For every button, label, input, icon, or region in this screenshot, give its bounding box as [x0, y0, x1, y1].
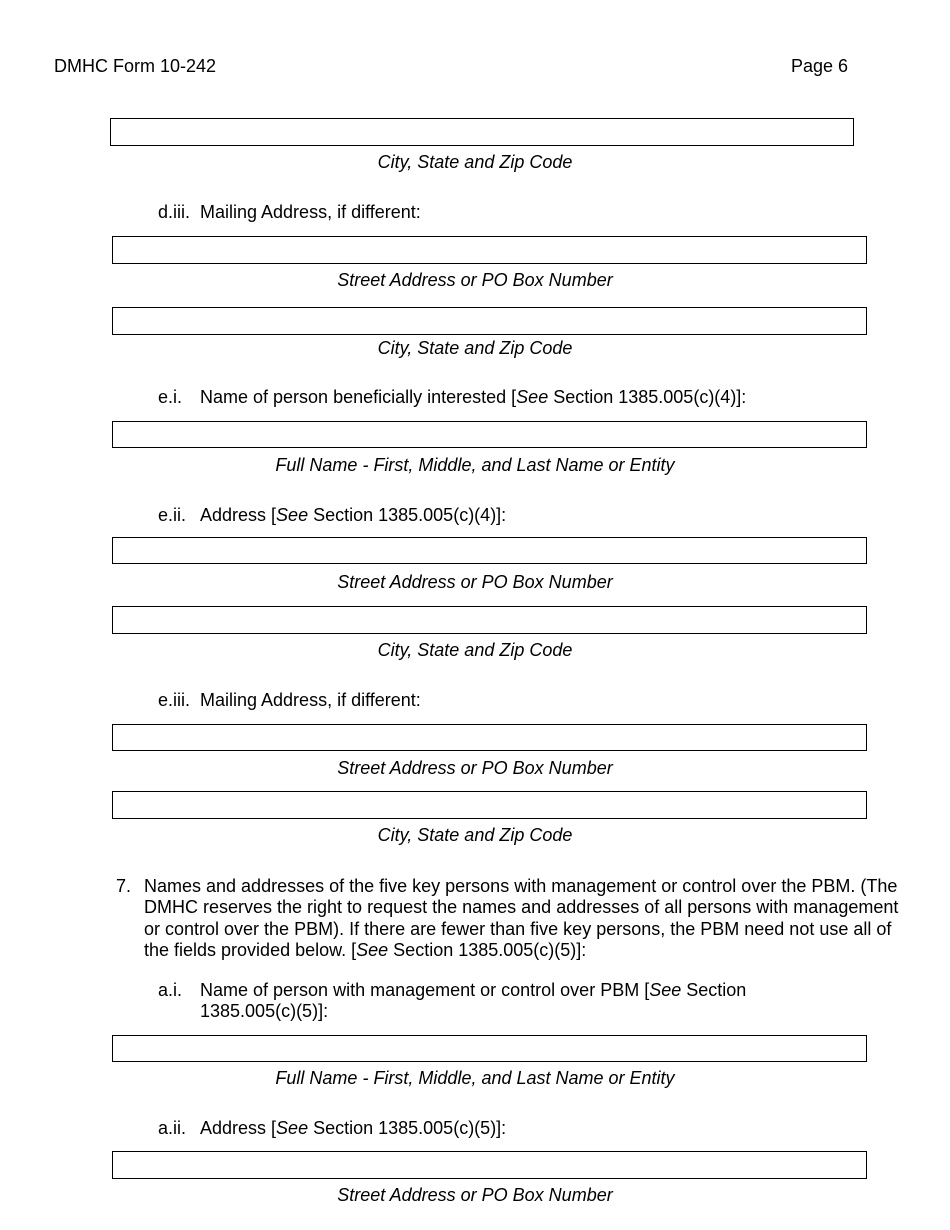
item-number-e-iii: e.iii.	[158, 690, 191, 710]
caption-full-name: Full Name - First, Middle, and Last Name or Entity	[275, 455, 675, 475]
caption-street-po: Street Address or PO Box Number	[337, 1185, 613, 1205]
question-7-text: Names and addresses of the five key persons with management or control over the PBM. (The DMHC reserves the right to request the names and addresses of all persons with management or control over the PBM). If there are fewer than five key persons, the PBM need not use all of the fields provided below. [See Section 1385.005(c)(5)]:	[144, 876, 899, 960]
item-label-d-iii: Mailing Address, if different:	[200, 202, 421, 222]
e-i-full-name-field[interactable]	[112, 421, 867, 448]
question-number-7: 7.	[116, 876, 132, 896]
a-ii-street-field[interactable]	[112, 1151, 867, 1179]
d-iii-city-state-zip-field[interactable]	[112, 307, 867, 335]
item-number-e-ii: e.ii.	[158, 505, 187, 525]
item-label-e-i: Name of person beneficially interested [See Section 1385.005(c)(4)]:	[200, 387, 747, 407]
item-label-e-ii: Address [See Section 1385.005(c)(4)]:	[200, 505, 507, 525]
caption-street-po: Street Address or PO Box Number	[337, 270, 613, 290]
item-label-a-ii: Address [See Section 1385.005(c)(5)]:	[200, 1118, 507, 1138]
caption-street-po: Street Address or PO Box Number	[337, 572, 613, 592]
item-number-a-ii: a.ii.	[158, 1118, 187, 1138]
e-ii-street-field[interactable]	[112, 537, 867, 564]
e-ii-city-state-zip-field[interactable]	[112, 606, 867, 634]
caption-city-state-zip: City, State and Zip Code	[377, 825, 573, 845]
caption-city-state-zip: City, State and Zip Code	[377, 640, 573, 660]
item-number-d-iii: d.iii.	[158, 202, 191, 222]
caption-city-state-zip: City, State and Zip Code	[377, 338, 573, 358]
page-number: Page 6	[791, 56, 849, 76]
form-id: DMHC Form 10-242	[54, 56, 217, 76]
e-iii-street-field[interactable]	[112, 724, 867, 751]
caption-city-state-zip: City, State and Zip Code	[377, 152, 573, 172]
a-i-full-name-field[interactable]	[112, 1035, 867, 1062]
d-iii-street-field[interactable]	[112, 236, 867, 264]
item-label-e-iii: Mailing Address, if different:	[200, 690, 421, 710]
item-number-e-i: e.i.	[158, 387, 183, 407]
item-label-a-i: Name of person with management or control over PBM [See Section 1385.005(c)(5)]:	[200, 980, 747, 1022]
caption-full-name: Full Name - First, Middle, and Last Name or Entity	[275, 1068, 675, 1088]
caption-street-po: Street Address or PO Box Number	[337, 758, 613, 778]
e-iii-city-state-zip-field[interactable]	[112, 791, 867, 819]
item-number-a-i: a.i.	[158, 980, 183, 1000]
d-ii-city-state-zip-field[interactable]	[110, 118, 854, 146]
